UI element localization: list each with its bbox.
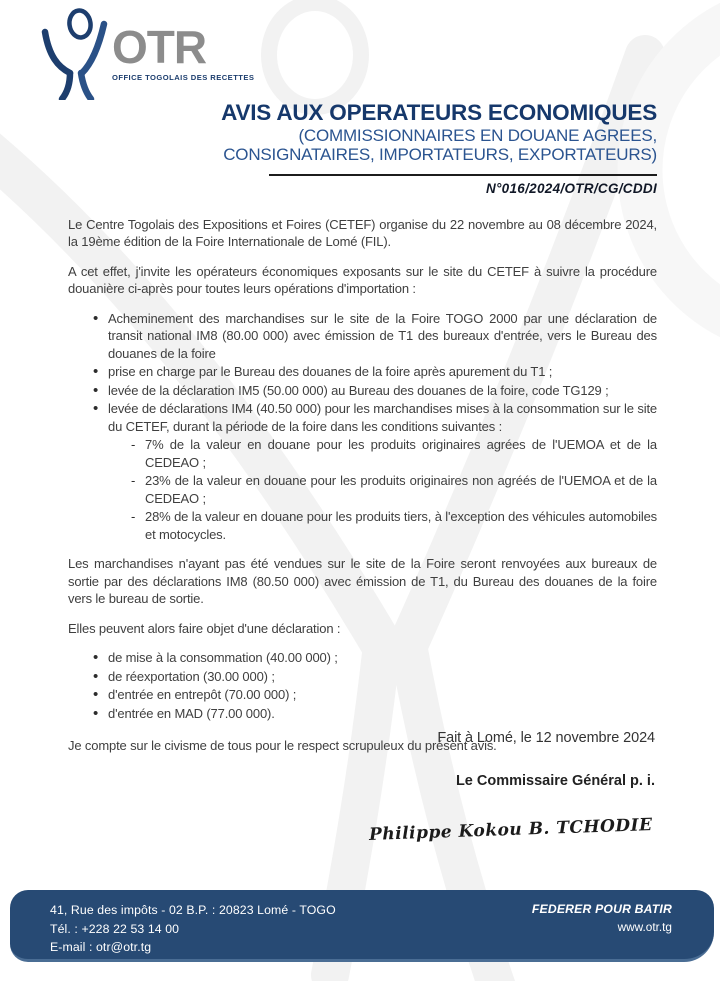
sub-list-item: - 23% de la valeur en douane pour les produits originaires non agréés de l'UEMOA et de la CEDEAO ; [145, 472, 657, 507]
otr-logo [36, 8, 254, 100]
list-item: • d'entrée en entrepôt (70.00 000) ; [108, 686, 657, 703]
list-item: • levée de déclarations IM4 (40.50 000) pour les marchandises mises à la consommation sur le site du CETEF, durant la période de la foire dans les conditions suivantes : [108, 400, 657, 435]
list-item: • de mise à la consommation (40.00 000) ; [108, 649, 657, 666]
signature-block [369, 730, 655, 845]
otr-person-icon [36, 8, 108, 100]
footer-bar [10, 890, 714, 962]
list-item: • prise en charge par le Bureau des douanes de la foire après apurement du T1 ; [108, 363, 657, 380]
place-date-line: Fait à Lomé, le 12 novembre 2024 [437, 730, 655, 746]
reference-number: N°016/2024/OTR/CG/CDDI [485, 180, 657, 196]
notice-title: AVIS AUX OPERATEURS ECONOMIQUES [221, 100, 657, 125]
procedure-list [68, 310, 657, 543]
footer-address: 41, Rue des impôts - 02 B.P. : 20823 Lomé - TOGO [50, 903, 336, 917]
divider-rule [269, 174, 657, 176]
signatory-title: Le Commissaire Général p. i. [455, 773, 655, 789]
footer-website: www.otr.tg [617, 919, 672, 934]
footer-phone: Tél. : +228 22 53 14 00 [50, 921, 180, 936]
logo-acronym: OTR [112, 21, 207, 73]
list-item: • de réexportation (30.00 000) ; [108, 668, 657, 685]
notice-header [187, 100, 657, 196]
footer-motto: FEDERER POUR BATIR [531, 902, 672, 916]
sub-list-item: - 28% de la valeur en douane pour les produits tiers, à l'exception des véhicules automobiles et motocycles. [145, 508, 657, 543]
list-item: • d'entrée en MAD (77.00 000). [108, 705, 657, 722]
paragraph-intro: Le Centre Togolais des Expositions et Foires (CETEF) organise du 22 novembre au 08 décembre 2024, la 19ème édition de la Foire Internationale de Lomé (FIL). [68, 217, 657, 250]
notice-body [68, 216, 657, 767]
list-item: • Acheminement des marchandises sur le site de la Foire TOGO 2000 par une déclaration de transit national IM8 (80.00 000) avec émission de T1 des bureaux d'entrée, vers le Bureau des douanes de la foire [108, 310, 657, 362]
notice-subtitle-line2: CONSIGNATAIRES, IMPORTATEURS, EXPORTATEURS) [223, 145, 657, 165]
paragraph-returns: Les marchandises n'ayant pas été vendues sur le site de la Foire seront renvoyées aux bureaux de sortie par des déclarations IM8 (80.50 000) avec émission de T1, du Bureau des douanes de la foire vers le bureau de sortie. [68, 556, 657, 607]
footer-brand-block [532, 901, 672, 936]
declaration-list [68, 649, 657, 722]
signature-handwriting: Philippe Kokou B. TCHODIE [369, 815, 654, 845]
sub-list-item: - 7% de la valeur en douane pour les produits originaires agrées de l'UEMOA et de la CEDEAO ; [145, 436, 657, 471]
list-item: • levée de la déclaration IM5 (50.00 000) au Bureau des douanes de la foire, code TG129 ; [108, 382, 657, 399]
paragraph-procedure: A cet effet, j'invite les opérateurs économiques exposants sur le site du CETEF à suivre la procédure douanière ci-après pour toutes leurs opérations d'importation : [68, 263, 657, 297]
paragraph-closing: Je compte sur le civisme de tous pour le respect scrupuleux du présent avis. [68, 738, 497, 754]
notice-subtitle-line1: (COMMISSIONNAIRES EN DOUANE AGREES, [298, 126, 657, 145]
logo-tagline: OFFICE TOGOLAIS DES RECETTES [112, 72, 255, 82]
paragraph-declaration-options: Elles peuvent alors faire objet d'une déclaration : [68, 620, 341, 636]
footer-contact-block [50, 901, 336, 957]
footer-email: E-mail : otr@otr.tg [50, 940, 152, 955]
rates-sublist [108, 436, 657, 543]
